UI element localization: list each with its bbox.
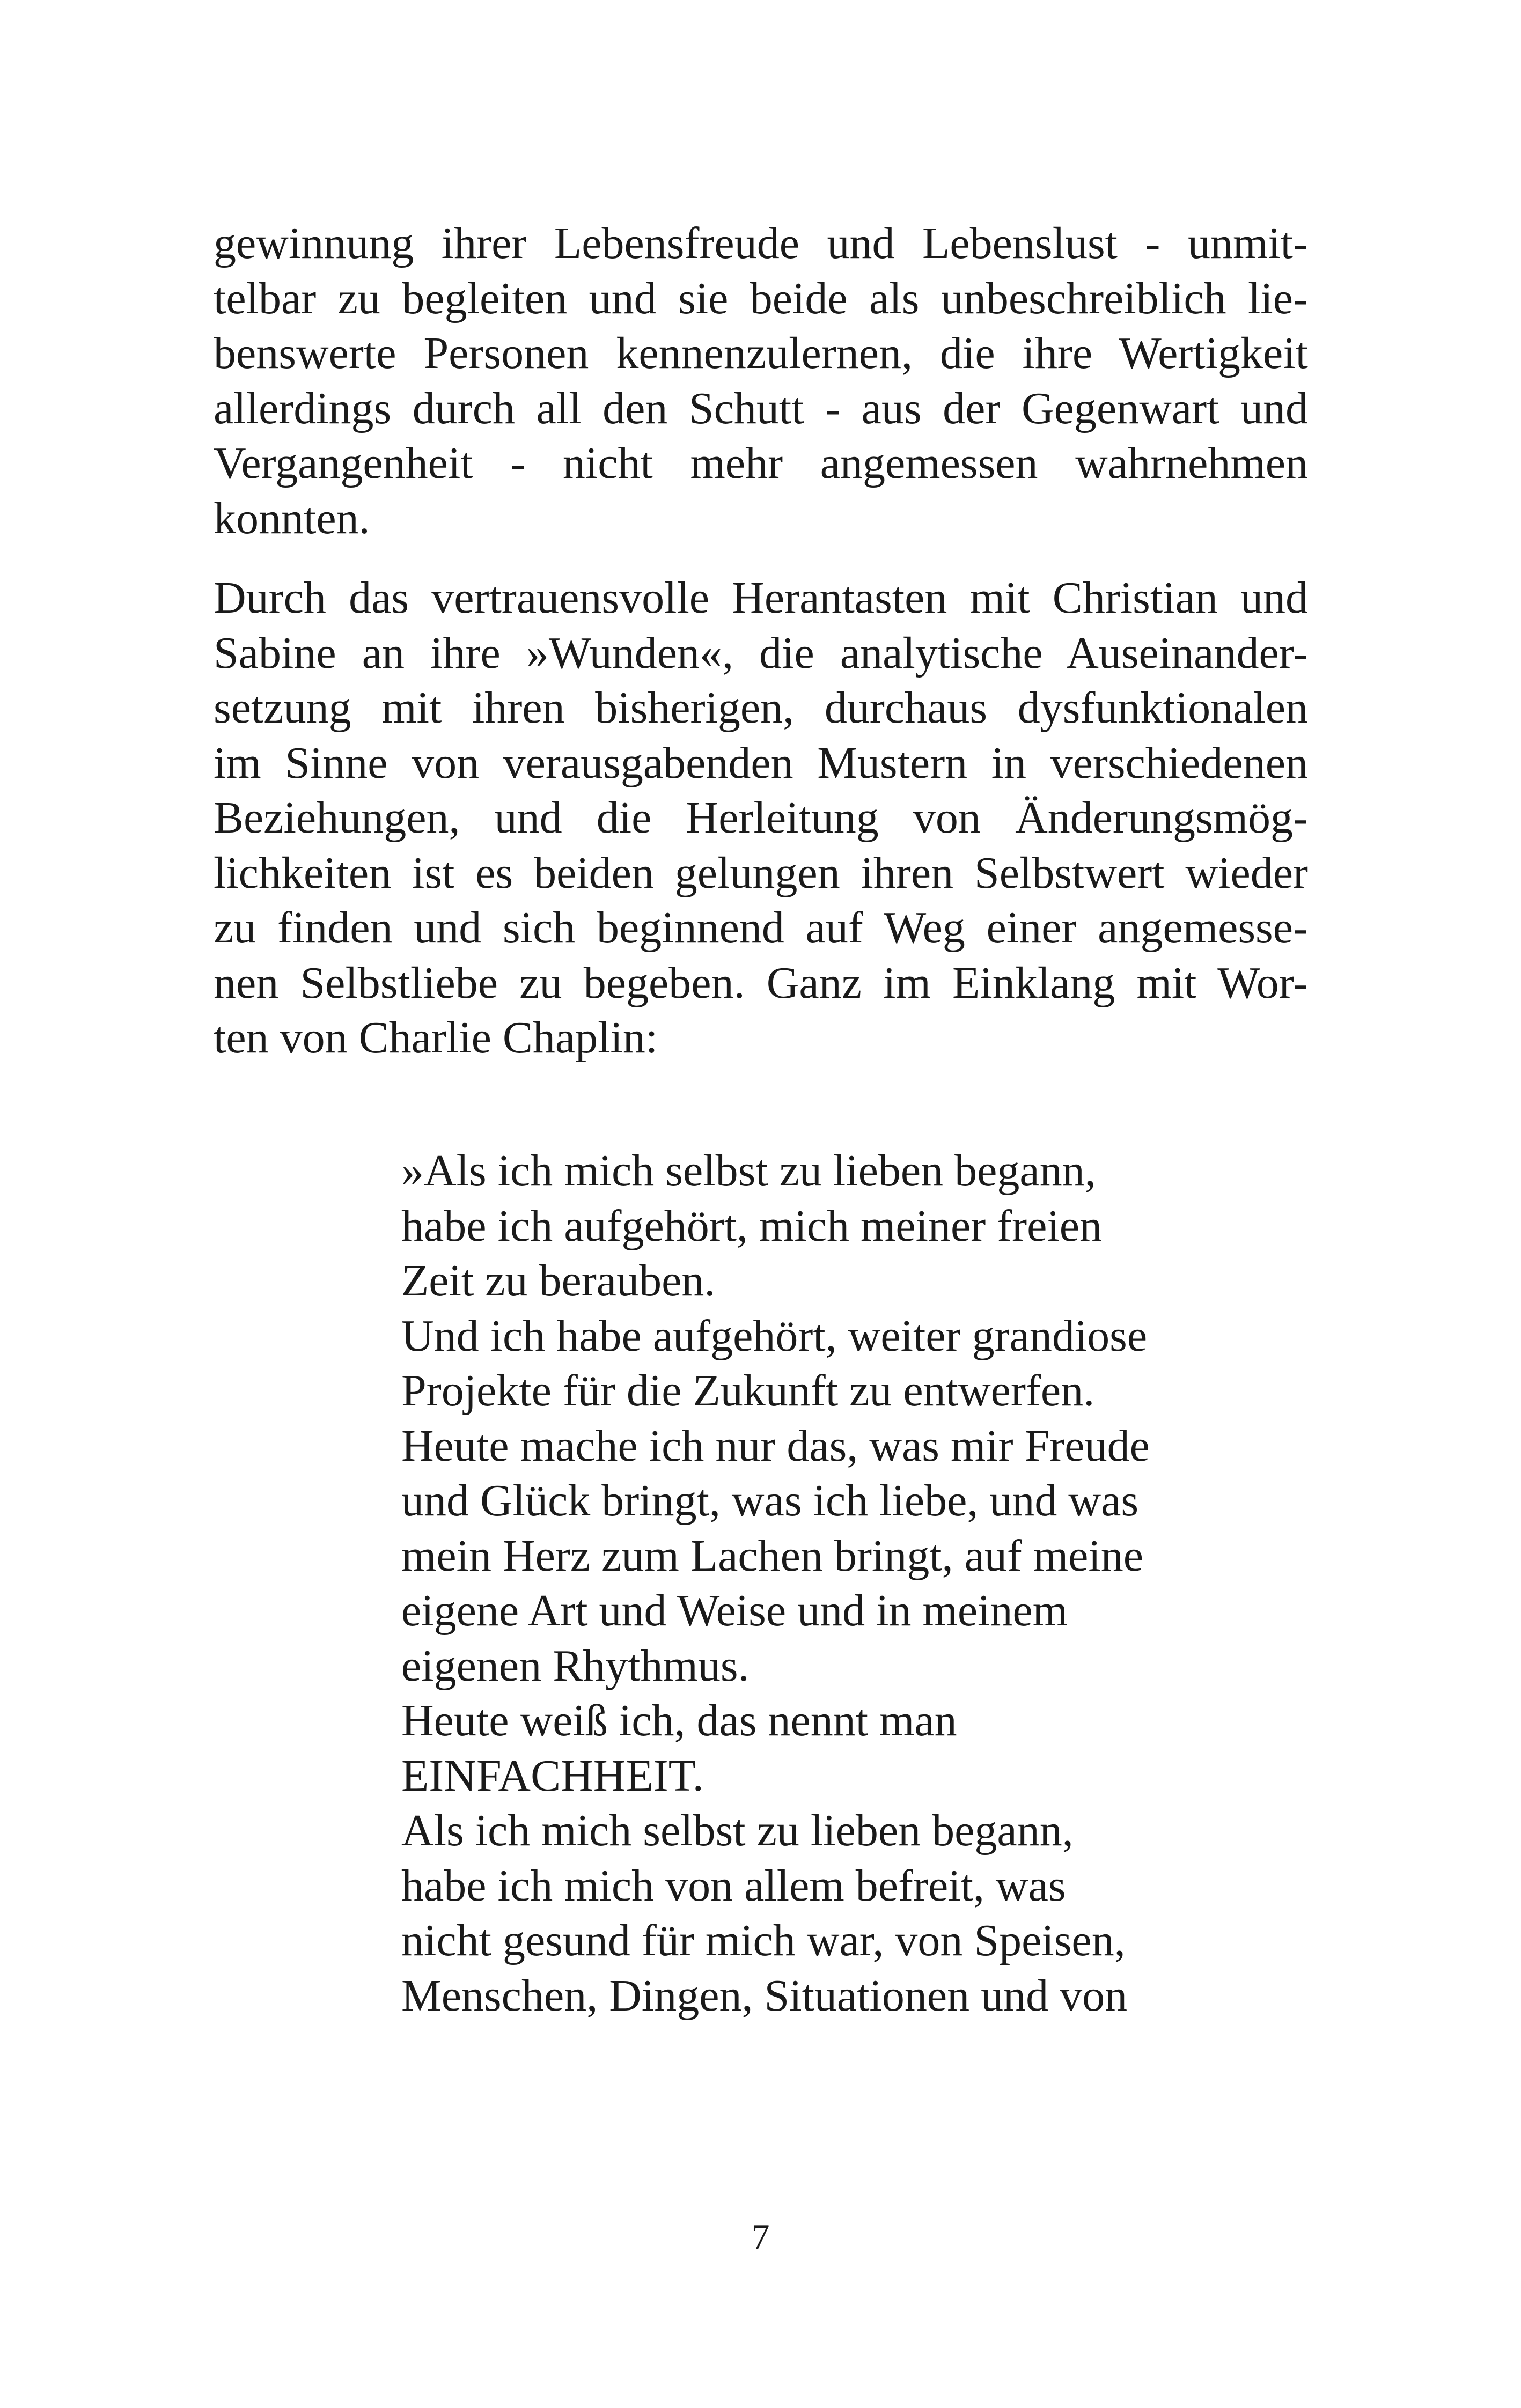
- paragraph-2: [214, 571, 1308, 1066]
- paragraph-1: [214, 216, 1308, 546]
- text-line: konnten.: [214, 493, 370, 543]
- text-line: benswerte Personen kennenzulernen, die ihre Wertigkeit: [214, 328, 1308, 378]
- text-line: telbar zu begleiten und sie beide als unbeschreiblich lie-: [214, 273, 1308, 323]
- quote-line: Heute weiß ich, das nennt man: [401, 1696, 957, 1746]
- text-line: gewinnung ihrer Lebensfreude und Lebenslust - unmit-: [214, 218, 1308, 268]
- quote-line: habe ich aufgehört, mich meiner freien: [401, 1201, 1103, 1251]
- quote-line: EINFACHHEIT.: [401, 1750, 704, 1801]
- quote-line: Zeit zu berauben.: [401, 1256, 716, 1306]
- page-number: 7: [751, 2216, 770, 2257]
- text-line: allerdings durch all den Schutt - aus der Gegenwart und: [214, 383, 1308, 433]
- quote-line: eigenen Rhythmus.: [401, 1640, 750, 1691]
- quote-line: Menschen, Dingen, Situationen und von: [401, 1970, 1128, 2021]
- quote-line: eigene Art und Weise und in meinem: [401, 1586, 1068, 1636]
- text-line: Sabine an ihre »Wunden«, die analytische Auseinander-: [214, 628, 1308, 678]
- text-line: Vergangenheit - nicht mehr angemessen wahrnehmen: [214, 438, 1308, 488]
- text-line: zu finden und sich beginnend auf Weg einer angemesse-: [214, 903, 1308, 953]
- text-line: lichkeiten ist es beiden gelungen ihren Selbstwert wieder: [214, 848, 1308, 898]
- quote-line: habe ich mich von allem befreit, was: [401, 1860, 1066, 1911]
- quote-line: und Glück bringt, was ich liebe, und was: [401, 1476, 1139, 1526]
- quote-line: »Als ich mich selbst zu lieben begann,: [401, 1146, 1096, 1196]
- text-line: ten von Charlie Chaplin:: [214, 1013, 658, 1063]
- quote-line: Und ich habe aufgehört, weiter grandiose: [401, 1310, 1148, 1361]
- chaplin-quote: [401, 1144, 1313, 2023]
- quote-line: Projekte für die Zukunft zu entwerfen.: [401, 1366, 1095, 1416]
- text-line: Beziehungen, und die Herleitung von Änderungsmög-: [214, 793, 1308, 843]
- text-line: im Sinne von verausgabenden Mustern in verschiedenen: [214, 738, 1308, 788]
- quote-line: Heute mache ich nur das, was mir Freude: [401, 1420, 1150, 1471]
- text-line: nen Selbstliebe zu begeben. Ganz im Einklang mit Wor-: [214, 958, 1308, 1008]
- quote-line: nicht gesund für mich war, von Speisen,: [401, 1916, 1126, 1965]
- quote-line: mein Herz zum Lachen bringt, auf meine: [401, 1530, 1144, 1581]
- text-line: setzung mit ihren bisherigen, durchaus dysfunktionalen: [214, 683, 1308, 733]
- text-line: Durch das vertrauensvolle Herantasten mit Christian und: [214, 573, 1308, 623]
- quote-line: Als ich mich selbst zu lieben begann,: [401, 1806, 1074, 1855]
